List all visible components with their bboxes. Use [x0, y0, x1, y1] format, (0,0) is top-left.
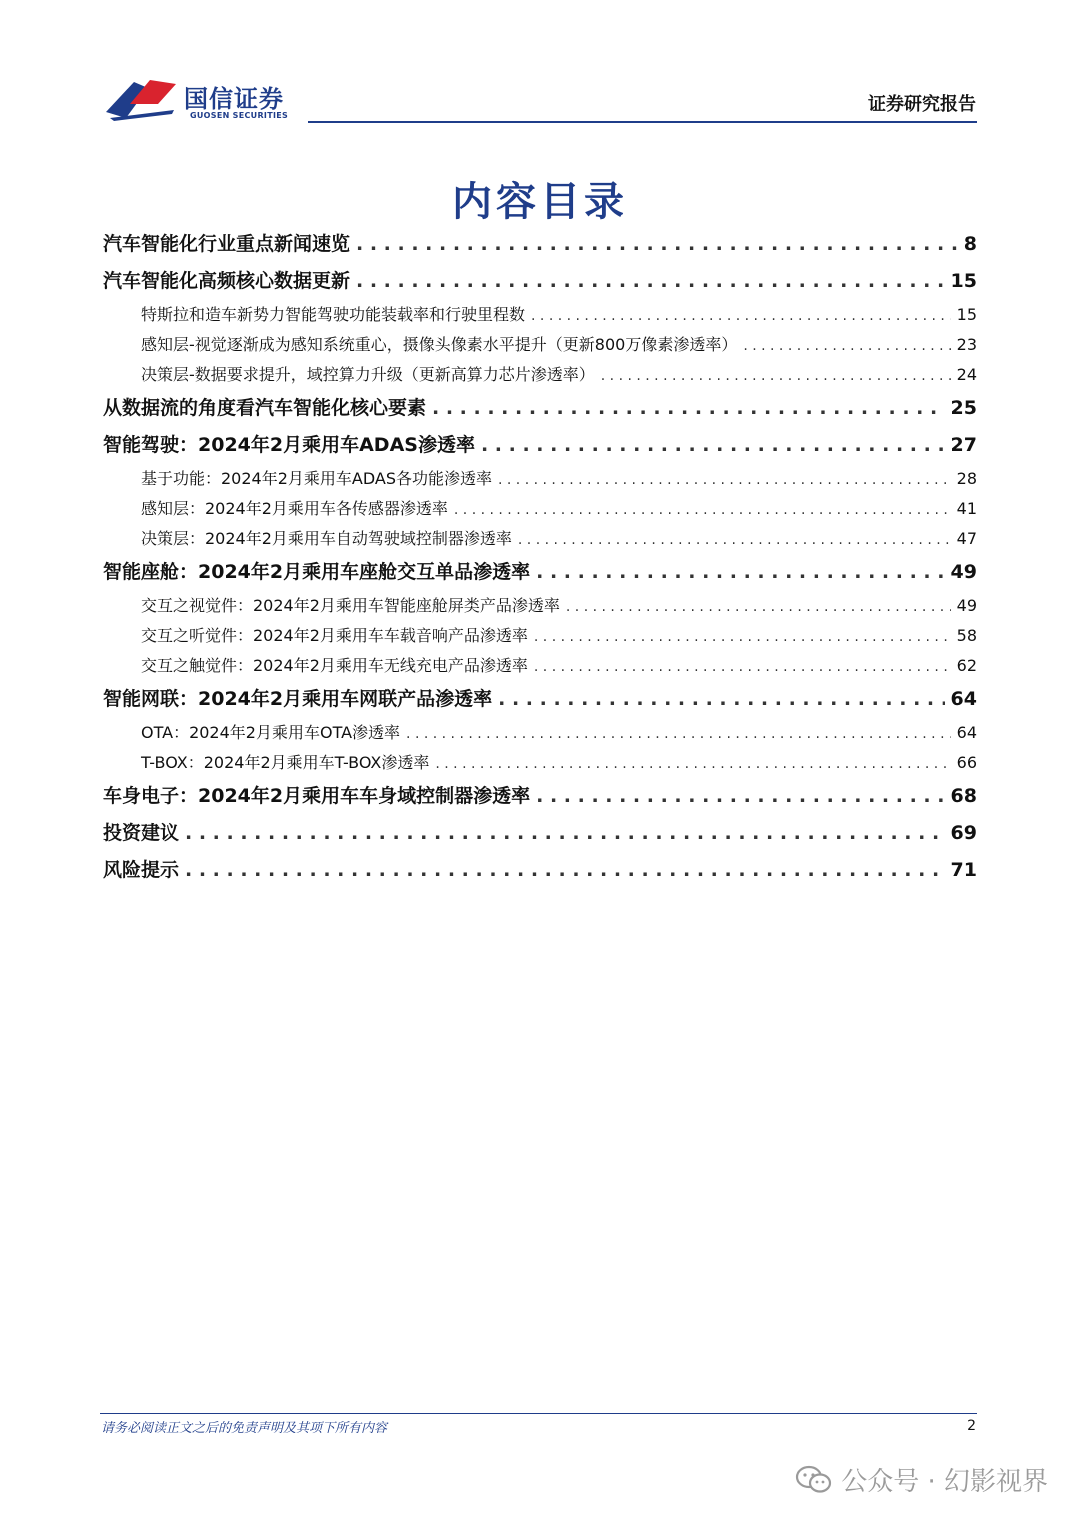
toc-entry-page: 8 [963, 233, 977, 255]
toc-entry-subsection[interactable] [103, 591, 977, 621]
toc-entry-title: 智能驾驶：2024年2月乘用车ADAS渗透率 [103, 434, 475, 456]
toc-dot-leader [435, 749, 950, 779]
guosen-logo [104, 74, 304, 126]
page-header [0, 0, 1080, 130]
toc-entry-title: T-BOX：2024年2月乘用车T-BOX渗透率 [141, 753, 430, 772]
toc-entry-page: 25 [950, 397, 977, 419]
guosen-logo-icon [104, 74, 182, 122]
toc-dot-leader [534, 622, 951, 652]
toc-entry-page: 49 [956, 596, 977, 615]
toc-entry-title: 从数据流的角度看汽车智能化核心要素 [103, 397, 427, 419]
toc-dot-leader [536, 778, 944, 815]
toc-dot-leader [356, 226, 958, 263]
toc-dot-leader [743, 331, 950, 361]
toc-entry-subsection[interactable] [103, 494, 977, 524]
toc-entry-subsection[interactable] [103, 748, 977, 778]
toc-entry-section[interactable] [103, 681, 977, 718]
toc-entry-page: 15 [956, 305, 977, 324]
toc-entry-page: 41 [956, 499, 977, 518]
toc-entry-subsection[interactable] [103, 300, 977, 330]
disclaimer-text: 请务必阅读正文之后的免责声明及其项下所有内容 [101, 1421, 388, 1436]
toc-entry-section[interactable] [103, 427, 977, 464]
toc-entry-page: 62 [956, 656, 977, 675]
toc-entry-section[interactable] [103, 554, 977, 591]
toc-entry-title: 感知层-视觉逐渐成为感知系统重心，摄像头像素水平提升（更新800万像素渗透率） [141, 335, 738, 354]
toc-dot-leader [566, 592, 951, 622]
toc-entry-section[interactable] [103, 226, 977, 263]
toc-entry-subsection[interactable] [103, 360, 977, 390]
brand-name-en: GUOSEN SECURITIES [190, 111, 289, 120]
toc-dot-leader [356, 263, 945, 300]
toc-entry-title: 汽车智能化高频核心数据更新 [103, 270, 351, 292]
toc-entry-page: 68 [950, 785, 977, 807]
toc-entry-title: 基于功能：2024年2月乘用车ADAS各功能渗透率 [141, 469, 492, 488]
toc-entry-page: 64 [956, 723, 977, 742]
toc-dot-leader [406, 719, 951, 749]
toc-dot-leader [454, 495, 951, 525]
toc-entry-section[interactable] [103, 263, 977, 300]
footer-divider [100, 1413, 977, 1414]
toc-entry-page: 24 [956, 365, 977, 384]
toc-entry-page: 71 [950, 859, 977, 881]
toc-entry-title: 智能网联：2024年2月乘用车网联产品渗透率 [103, 688, 493, 710]
toc-entry-title: OTA：2024年2月乘用车OTA渗透率 [141, 723, 401, 742]
toc-entry-title: 交互之视觉件：2024年2月乘用车智能座舱屏类产品渗透率 [141, 596, 560, 615]
report-type-label: 证券研究报告 [868, 94, 976, 115]
toc-entry-subsection[interactable] [103, 718, 977, 748]
toc-entry-section[interactable] [103, 778, 977, 815]
toc-entry-subsection[interactable] [103, 330, 977, 360]
wechat-icon [795, 1465, 833, 1495]
toc-entry-page: 58 [956, 626, 977, 645]
header-divider [308, 121, 977, 123]
toc-dot-leader [185, 852, 945, 889]
toc-entry-page: 64 [950, 688, 977, 710]
toc-entry-title: 汽车智能化行业重点新闻速览 [103, 233, 351, 255]
toc-entry-page: 28 [956, 469, 977, 488]
toc-entry-subsection[interactable] [103, 621, 977, 651]
toc-entry-page: 27 [950, 434, 977, 456]
toc-dot-leader [536, 554, 944, 591]
toc-entry-subsection[interactable] [103, 524, 977, 554]
toc-title: 内容目录 [452, 179, 628, 225]
toc-entry-title: 决策层-数据要求提升，域控算力升级（更新高算力芯片渗透率） [141, 365, 595, 384]
page-number: 2 [967, 1418, 976, 1434]
toc-entry-title: 特斯拉和造车新势力智能驾驶功能装载率和行驶里程数 [141, 305, 526, 324]
toc-entry-page: 23 [956, 335, 977, 354]
toc-entry-title: 交互之听觉件：2024年2月乘用车车载音响产品渗透率 [141, 626, 528, 645]
toc-dot-leader [498, 465, 951, 495]
toc-dot-leader [601, 361, 951, 391]
toc-dot-leader [531, 301, 951, 331]
watermark-text: 公众号 · 幻影视界 [841, 1467, 1048, 1497]
toc-entry-section[interactable] [103, 852, 977, 889]
toc-entry-title: 车身电子：2024年2月乘用车车身域控制器渗透率 [103, 785, 531, 807]
toc-entry-title: 感知层：2024年2月乘用车各传感器渗透率 [141, 499, 448, 518]
toc-entry-title: 投资建议 [103, 822, 180, 844]
toc-dot-leader [185, 815, 945, 852]
toc-entry-section[interactable] [103, 815, 977, 852]
table-of-contents [103, 226, 977, 889]
brand-name-cn: 国信证券 [184, 85, 284, 113]
toc-entry-page: 66 [956, 753, 977, 772]
toc-entry-subsection[interactable] [103, 651, 977, 681]
toc-dot-leader [432, 390, 945, 427]
toc-entry-page: 47 [956, 529, 977, 548]
toc-entry-subsection[interactable] [103, 464, 977, 494]
watermark [795, 1461, 1048, 1498]
toc-entry-page: 49 [950, 561, 977, 583]
toc-entry-title: 风险提示 [103, 859, 180, 881]
toc-entry-title: 交互之触觉件：2024年2月乘用车无线充电产品渗透率 [141, 656, 528, 675]
toc-entry-section[interactable] [103, 390, 977, 427]
toc-entry-title: 智能座舱：2024年2月乘用车座舱交互单品渗透率 [103, 561, 531, 583]
toc-entry-title: 决策层：2024年2月乘用车自动驾驶域控制器渗透率 [141, 529, 512, 548]
toc-dot-leader [498, 681, 944, 718]
toc-dot-leader [534, 652, 951, 682]
toc-dot-leader [518, 525, 951, 555]
toc-entry-page: 69 [950, 822, 977, 844]
toc-entry-page: 15 [950, 270, 977, 292]
toc-dot-leader [481, 427, 945, 464]
